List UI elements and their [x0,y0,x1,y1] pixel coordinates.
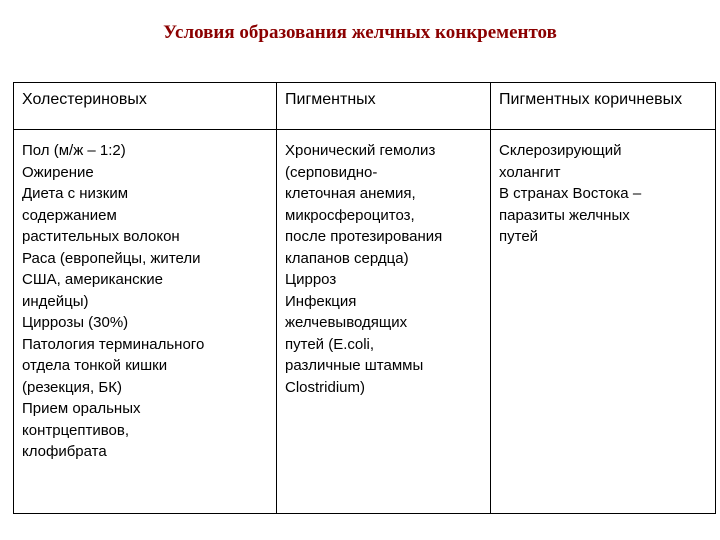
table-cell-line: Циррозы (30%) [22,314,129,331]
page-title: Условия образования желчных конкрементов [163,22,557,43]
table-cell-line: Патология терминального [22,335,205,353]
header-pigment: Пигментных [277,83,491,130]
conditions-table [13,82,716,514]
table-cell-line: Хронический гемолиз [285,142,436,159]
table-cell-line: Цирроз [285,271,337,288]
table-cell-line: различные штаммы [285,357,424,374]
table-cell-line: отдела тонкой кишки [22,357,168,374]
header-cholesterol: Холестериновых [14,83,277,130]
table-cell-line: (серповидно- [285,163,378,181]
table-cell-line: клофибрата [22,443,107,460]
table-cell-line: путей (E.coli, [285,335,375,353]
table-cell-line: содержанием [22,206,117,224]
table-cell-line: Clostridium) [285,378,366,396]
table-cell-line: В странах Востока – [499,185,642,202]
table-cell-line: клапанов сердца) [285,249,409,267]
table-cell-line: Пол (м/ж – 1:2) [22,142,126,159]
pigment-brown-conditions [491,130,715,513]
table-cell-line: Ожирение [22,163,94,181]
table-cell-line: микросфероцитоз, [285,206,415,224]
table-cell-line: желчевыводящих [285,314,408,331]
table-cell-line: контрцептивов, [22,421,129,439]
cholesterol-conditions [14,130,277,513]
table-cell-line: Прием оральных [22,400,141,417]
table-cell-line: клеточная анемия, [285,185,416,202]
table-cell-line: Раса (европейцы, жители [22,249,201,267]
table-cell-line: Диета с низким [22,185,129,202]
table-cell-line: Инфекция [285,292,357,310]
table-cell-line: паразиты желчных [499,206,630,224]
table-cell-line: холангит [499,163,561,181]
table-cell-line: Склерозирующий [499,142,622,159]
table-cell-line: путей [499,228,539,245]
table-cell-line: США, американские [22,271,163,288]
table-cell-line: (резекция, БК) [22,378,122,396]
pigment-conditions [277,130,491,513]
table-cell-line: индейцы) [22,292,89,310]
header-pigment-brown: Пигментных коричневых [491,83,715,130]
table-cell-line: растительных волокон [22,228,180,245]
table-cell-line: после протезирования [285,228,443,245]
